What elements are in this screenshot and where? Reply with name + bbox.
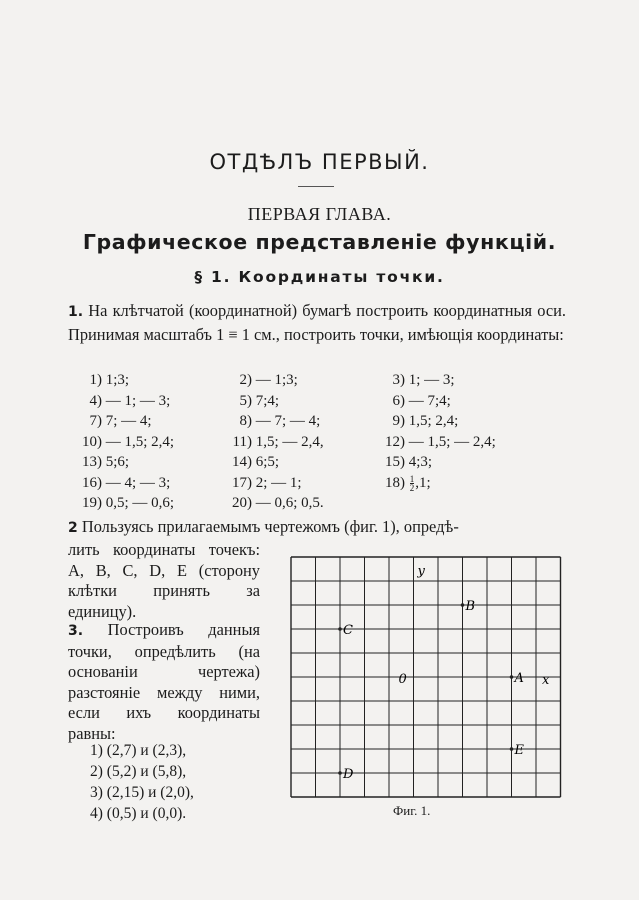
item-value: 5;6; (105, 454, 130, 470)
item-value: 7; — 4; (105, 413, 152, 429)
point-d-dot (338, 771, 342, 775)
axis-y-label: y (417, 564, 425, 579)
item-value: ,1; (415, 474, 431, 491)
pair-3: 3) (2,15) и (2,0), (90, 784, 194, 801)
fraction-numerator: 1 (409, 473, 415, 484)
item-number: 15) (385, 454, 405, 470)
item-value: — 1,5; 2,4; (105, 433, 175, 450)
item-value: 0,5; — 0,6; (105, 495, 175, 511)
item-number: 17) (232, 474, 252, 491)
fraction (410, 475, 415, 492)
coordinate-item (383, 413, 458, 430)
item-value: — 7; — 4; (255, 413, 321, 429)
item-value: — 1; — 3; (105, 392, 171, 409)
item-number: 14) (232, 454, 252, 470)
item-number: 20) (232, 495, 252, 511)
figure-1-grid (290, 556, 562, 798)
item-value: — 0,6; 0,5. (255, 495, 324, 511)
problem-2-number: 2 (68, 520, 78, 536)
item-number: 10) (82, 433, 102, 450)
coordinate-item (230, 413, 320, 430)
problem-3-number: 3. (68, 623, 84, 639)
item-value: 6;5; (255, 454, 280, 470)
chapter-heading: ПЕРВАЯ ГЛАВА. (247, 204, 392, 224)
item-number: 13) (82, 454, 102, 470)
coordinate-item (80, 372, 129, 389)
item-number: 16) (82, 474, 102, 491)
item-number: 1) (89, 372, 102, 388)
item-number: 3) (392, 372, 405, 388)
axis-x-label: x (542, 673, 550, 688)
coordinate-item (230, 434, 324, 451)
point-e-label: E (514, 743, 524, 758)
section-heading: ОТДѢЛЪ ПЕРВЫЙ. (209, 150, 430, 174)
problem-2-first-text: Пользуясь прилагаемымъ чертежомъ (фиг. 1), опредѣ- (81, 517, 459, 536)
item-number: 8) (239, 413, 252, 429)
item-number: 19) (82, 495, 102, 511)
problem-3-body: Построивъ данныя точки, опредѣлить (на основаніи чертежа) разстояніе между ними, если ихъ координаты равны: (68, 620, 260, 743)
item-number: 12) (385, 433, 405, 450)
item-value: 1; — 3; (408, 372, 455, 388)
coordinate-item (80, 413, 152, 430)
coordinate-item (80, 454, 129, 471)
coordinate-item (383, 454, 432, 471)
item-value: — 7;4; (408, 392, 451, 409)
point-c-label: C (343, 623, 353, 638)
item-value: 1;3; (105, 372, 130, 388)
item-number: 4) (89, 392, 102, 409)
fraction-denominator: 2 (409, 482, 415, 493)
item-number: 5) (239, 392, 252, 409)
item-number: 6) (392, 392, 405, 409)
item-value: — 4; — 3; (105, 474, 171, 491)
problem-1-text (68, 300, 566, 345)
figure-caption: Фиг. 1. (393, 803, 431, 818)
item-value: 1,5; 2,4; (408, 413, 459, 429)
item-value: 1,5; — 2,4, (255, 433, 324, 450)
coordinate-item (80, 393, 170, 410)
item-number: 18) (385, 474, 405, 491)
item-number: 7) (89, 413, 102, 429)
coordinate-item (230, 393, 279, 410)
problem-3-text (68, 620, 260, 744)
point-b-dot (461, 603, 465, 607)
problem-2-first-line (68, 516, 566, 540)
coordinate-item (230, 475, 302, 492)
coordinate-item (383, 372, 455, 389)
problem-1-body: На клѣтчатой (координатной) бумагѣ построить координатныя оси. Принимая масштабъ 1 ≡ 1 см., построить точки, имѣющія координаты: (68, 301, 566, 344)
point-d-label: D (343, 767, 354, 782)
point-b-label: B (465, 599, 476, 614)
coordinate-item (80, 495, 174, 512)
coordinate-item (230, 495, 324, 512)
pair-1: 1) (2,7) и (2,3), (90, 742, 187, 759)
coordinate-item (230, 454, 279, 471)
point-c-dot (338, 627, 342, 631)
item-value: — 1,5; — 2,4; (408, 433, 496, 450)
item-value: 2; — 1; (255, 474, 302, 491)
heading-divider (298, 186, 334, 187)
coordinate-item (383, 434, 496, 451)
coordinate-item (383, 393, 451, 410)
point-a-label: A (514, 671, 524, 686)
problem-1-number: 1. (68, 304, 84, 320)
origin-label: 0 (398, 672, 407, 687)
page-title: Графическое представленіе функцій. (82, 230, 557, 254)
item-value: 7;4; (255, 392, 280, 409)
item-number: 11) (232, 433, 252, 450)
paragraph-heading: § 1. Координаты точки. (194, 268, 445, 286)
item-number: 9) (392, 413, 405, 429)
item-value: 4;3; (408, 454, 433, 470)
item-value: — 1;3; (255, 372, 298, 388)
coordinate-item (230, 372, 298, 389)
item-number: 2) (239, 372, 252, 388)
coordinate-item (383, 475, 431, 492)
coordinate-item (80, 434, 174, 451)
coordinate-item (80, 475, 170, 492)
point-e-dot (510, 747, 514, 751)
pair-2: 2) (5,2) и (5,8), (90, 763, 187, 780)
problem-2-rest: лить координаты точекъ: A, B, C, D, E (сторону клѣтки принять за единицу). (68, 540, 260, 621)
point-a-dot (510, 675, 514, 679)
pair-4: 4) (0,5) и (0,0). (90, 805, 187, 822)
